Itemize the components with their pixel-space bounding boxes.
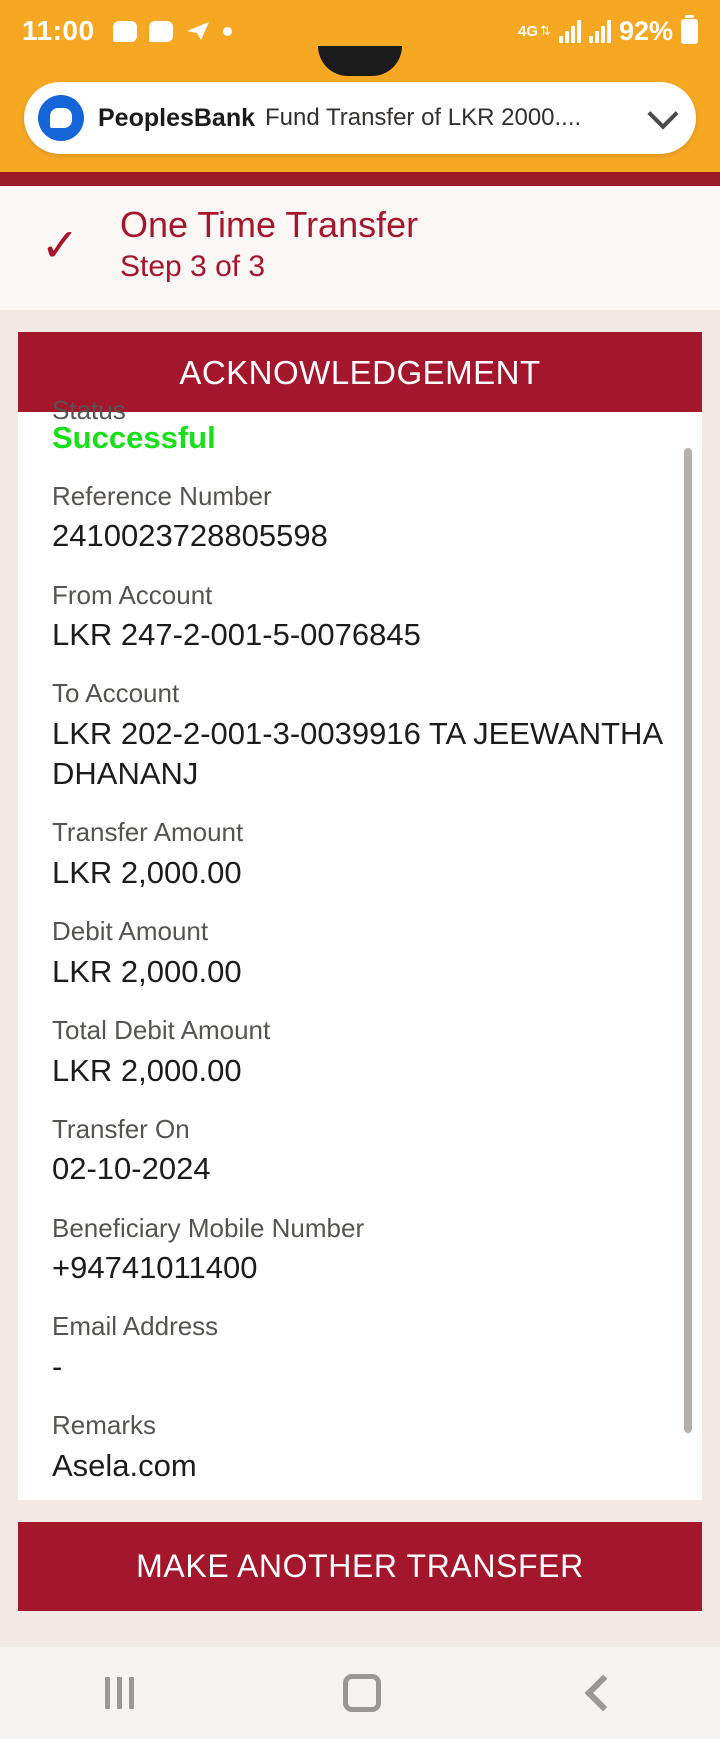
acknowledgement-fields — [18, 394, 702, 1501]
field-value: LKR 2,000.00 — [52, 854, 242, 890]
app-subtitle-label: Fund Transfer of LKR 2000.... — [265, 104, 582, 131]
field-reference-number — [52, 480, 668, 557]
field-debit-amount — [52, 915, 668, 992]
field-status — [52, 418, 668, 458]
field-value: 2410023728805598 — [52, 518, 328, 554]
chat-bubble-icon — [149, 21, 173, 42]
field-transfer-on — [52, 1113, 668, 1190]
status-badge: Successful — [52, 419, 216, 455]
step-indicator: Step 3 of 3 — [120, 250, 266, 283]
field-value: 02-10-2024 — [52, 1151, 211, 1187]
field-value: - — [52, 1348, 63, 1384]
field-label: Reference Number — [52, 480, 272, 511]
camera-notch — [318, 46, 402, 76]
peoplesbank-logo-icon — [38, 95, 84, 141]
back-icon[interactable] — [584, 1675, 621, 1712]
dot-icon — [223, 27, 232, 36]
field-value: LKR 202-2-001-3-0039916 TA JEEWANTHA DHANANJ — [52, 715, 662, 792]
field-total-debit-amount — [52, 1014, 668, 1091]
field-to-account — [52, 677, 668, 794]
field-value: LKR 247-2-001-5-0076845 — [52, 617, 421, 653]
field-value: Asela.com — [52, 1447, 197, 1483]
app-bar — [0, 62, 720, 172]
field-label: Remarks — [52, 1410, 157, 1441]
signal-bars-icon — [559, 19, 581, 43]
make-another-transfer-button[interactable]: MAKE ANOTHER TRANSFER — [18, 1522, 702, 1611]
recents-icon[interactable] — [105, 1677, 134, 1709]
acknowledgement-header: ACKNOWLEDGEMENT — [18, 332, 702, 412]
data-arrows-icon: 4G ⇅ — [518, 22, 551, 40]
field-label: Status — [52, 394, 126, 425]
check-icon: ✓ — [40, 218, 80, 271]
field-beneficiary-mobile-number — [52, 1212, 668, 1289]
field-from-account — [52, 579, 668, 656]
red-divider — [0, 172, 720, 186]
field-value: +94741011400 — [52, 1250, 258, 1286]
network-type-label: 4G — [518, 22, 539, 40]
scrollbar-thumb[interactable] — [684, 448, 692, 1433]
telegram-icon — [185, 19, 211, 43]
field-label: Transfer Amount — [52, 817, 244, 848]
field-label: Email Address — [52, 1311, 219, 1342]
home-icon[interactable] — [343, 1674, 381, 1712]
status-right-icons — [518, 16, 698, 47]
field-label: To Account — [52, 678, 180, 709]
page-title: One Time Transfer — [120, 204, 419, 245]
field-value: LKR 2,000.00 — [52, 1052, 242, 1088]
signal-bars-icon — [589, 19, 611, 43]
bottom-spacer — [18, 1611, 702, 1647]
content-area — [0, 310, 720, 1648]
field-status-label-row — [52, 394, 668, 425]
chat-bubble-icon — [113, 21, 137, 42]
field-label: Beneficiary Mobile Number — [52, 1212, 365, 1243]
field-label: From Account — [52, 579, 213, 610]
chevron-down-icon[interactable] — [647, 98, 678, 129]
acknowledgement-card — [18, 394, 702, 1501]
field-label: Debit Amount — [52, 916, 209, 947]
system-navigation-bar — [0, 1647, 720, 1739]
field-remarks — [52, 1409, 668, 1486]
field-email-address — [52, 1310, 668, 1387]
battery-percent-label: 92% — [618, 15, 673, 46]
app-title-pill[interactable] — [24, 82, 696, 154]
field-label: Transfer On — [52, 1113, 190, 1144]
scrollbar[interactable] — [684, 448, 692, 1487]
field-transfer-amount — [52, 816, 668, 893]
field-value: LKR 2,000.00 — [52, 953, 242, 989]
field-label: Total Debit Amount — [52, 1015, 271, 1046]
status-time: 11:00 — [22, 15, 95, 46]
status-notification-icons — [113, 19, 232, 43]
step-header-titles — [120, 202, 418, 288]
app-brand-label: PeoplesBank — [98, 103, 256, 132]
battery-icon — [681, 19, 698, 44]
step-header — [0, 186, 720, 310]
